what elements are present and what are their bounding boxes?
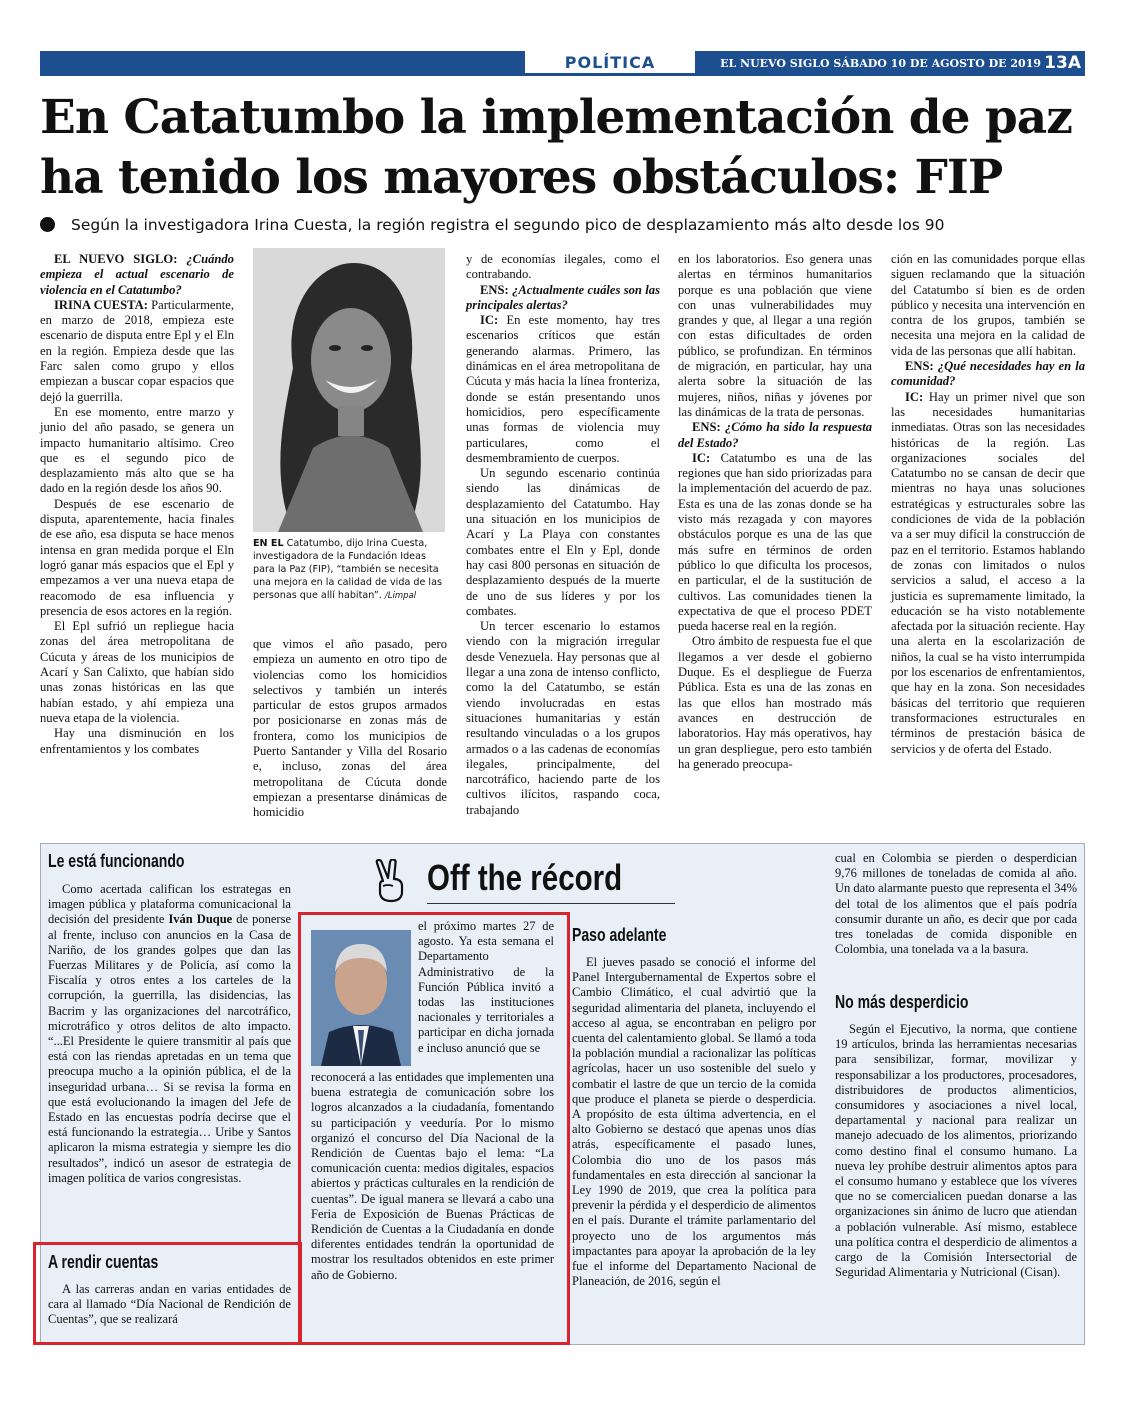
- otr-heading-le-esta-funcionando: Le está funcionando: [48, 851, 185, 871]
- headline: [40, 88, 1090, 208]
- paragraph: A las carreras andan en varias entidades de cara al llamado “Día Nacional de Rendición de Cuentas”, que se realizará: [48, 1282, 291, 1327]
- question: ENS: ¿Actualmente cuáles son las principales alertas?: [466, 282, 660, 312]
- answer: IRINA CUESTA: Particularmente, en marzo de 2018, empieza este escenario de disputa entre Epl y el Eln en la región. Empieza desde que las Farc salen como grupo y ellos empiezan a buscar copar espacios que dejó la guerrilla.: [40, 297, 234, 404]
- paper-date: EL NUEVO SIGLO SÁBADO 10 DE AGOSTO DE 2019: [720, 57, 1041, 70]
- paragraph: Hay una disminución en los enfrentamientos y los combates: [40, 726, 234, 756]
- article-column-3: [466, 252, 660, 818]
- subhead-text: Según la investigadora Irina Cuesta, la región registra el segundo pico de desplazamiento más alto desde los 90: [71, 216, 945, 234]
- paragraph: Como acertada califican los estrategas en imagen pública y plataforma comunicacional la decisión del presidente Iván Duque de ponerse al frente, incluso con anuncios en la Casa de Nariño, de los grandes golpes que dan las Fuerzas Militares y de Policía, así como la Fiscalía y otros entes a los carteles de la corrupción, la guerrilla, las disidencias, las Bacrim y las organizaciones del narcotráfico, microtráfico y otros delitos de alto impacto. “...El Presidente le quiere transmitir al país que está con las riendas apretadas en un tema que preocupa mucho a la opinión pública, el de la inseguridad urbana… Si se revisa la forma en que está evolucionando la imagen del Jefe de Estado en las encuestas podría decirse que el está funcionando la estrategia… Uribe y Santos aplicaron la misma estrategia y siempre les dio resultados”, indicó un asesor de estrategia de imagen política de varios congresistas.: [48, 882, 291, 1185]
- question: EL NUEVO SIGLO: ¿Cuándo empieza el actual escenario de violencia en el Catatumbo?: [40, 252, 234, 297]
- paragraph: ción en las comunidades porque ellas siguen reclamando que la situación del Catatumbo sí bien es de orden público y necesita una intervención en contra de los grupos, también se necesita una mejora en la calidad de vida de las personas que allí habitan.: [891, 252, 1085, 358]
- paragraph: El jueves pasado se conoció el informe del Panel Intergubernamental de Expertos sobre el Cambio Climático, el cual advirtió que la seguridad alimentaria del planeta, incluyendo el acceso al agua, se encontraban en peligro por cuenta del calentamiento global. Se llamó a toda la población mundial a racionalizar las políticas agrícolas, hacer un uso sostenible del suelo y combatir el lastre de que un tercio de la comida que produce el planeta se pierde o desperdicia. A propósito de esta última advertencia, en el alto Gobierno se destacó que apenas unos días atrás, específicamente el pasado lunes, Colombia dio uno de los pasos más fundamentales en esta dirección al sancionar la Ley 1990 de 2019, que crea la política para prevenir la pérdida y el desperdicio de alimentos en el país. Durante el trámite parlamentario del proyecto uno de los argumentos más impactantes para apoyar la aprobación de la ley fue el informe del Departamento Nacional de Planeación, de 2016, según el: [572, 955, 816, 1289]
- header-bar: [40, 51, 1085, 76]
- off-the-record-header: [365, 855, 675, 907]
- paragraph: Un tercer escenario lo estamos viendo con la migración irregular desde Venezuela. Hay personas que al llegar a una zona de intenso conflicto, como la del Catatumbo, se están viendo involucradas en estas situaciones humanitarias y están resultando vinculadas o a los grupos armados o a las cadenas de economías ilegales, principalmente, del narcotráfico, haciendo parte de los cultivos ilícitos, raspando coca, trabajando: [466, 619, 660, 817]
- rendir-text: el próximo martes 27 de agosto. Ya esta semana el Departamento Administrativo de la Función Pública invitó a todas las instituciones nacionales y territoriales a participar en dicha jornada e incluso anunció que se: [418, 919, 554, 1055]
- irina-cuesta-photo: [253, 248, 445, 532]
- otr-rendir-column-bottom: reconocerá a las entidades que implementen una buena estrategia de comunicación sobre los logros alcanzados a la ciudadanía, fomentando su participación y veeduría. Por lo mismo organizó el concurso del Día Nacional de la Rendición de Cuentas bajo el lema: “La comunicación cuenta: medios digitales, espacios abiertos y prácticas culturales en la rendición de cuentas”. De igual manera se llevará a cabo una Feria de Exposición de Buenas Prácticas de Rendición de Cuentas a la Ciudadanía en donde diferentes entidades tendrán la oportunidad de mostrar los resultados obtenidos en este primer año de Gobierno.: [311, 1070, 554, 1282]
- paragraph: Otro ámbito de respuesta fue el que llegamos a ver desde el gobierno Duque. Es el despliegue de Fuerza Pública. Esta es una de las zonas en las que ellos han mostrado más avances en destrucción de laboratorios. Hay más operativos, hay un gran despliegue, pero esto también ha generado preocupa-: [678, 634, 872, 771]
- headline-line2: ha tenido los mayores obstáculos: FIP: [40, 150, 1003, 205]
- paragraph: cual en Colombia se pierden o desperdician 9,76 millones de toneladas de comida al año. Un dato alarmante puesto que representa el 34% del total de los alimentos que el país podría consumir durante un año, es decir que por cada tres toneladas de comida disponible en Colombia, una tonelada va a la basura.: [835, 851, 1077, 957]
- section-label: POLÍTICA: [525, 51, 695, 76]
- paragraph: Según el Ejecutivo, la norma, que contiene 19 artículos, brinda las herramientas necesarias para sensibilizar, formar, movilizar y responsabilizar a los productores, procesadores, distribuidores de productos alimenticios, consumidores y asociaciones a nivel local, departamental y nacional para realizar un manejo adecuado de los alimentos, priorizando como destino final el consumo humano. La nueva ley prohíbe destruir alimentos aptos para el consumo humano y establece que los víveres que no se comercialicen puedan donarse a las organizaciones sin ánimo de lucro que atiendan a población vulnerable. Así mismo, establece una política contra el desperdicio de alimentos a cargo de la Comisión Intersectorial de Seguridad Alimentaria y Nutricional (Cisan).: [835, 1022, 1077, 1280]
- otr-column-1: [48, 882, 291, 1186]
- highlight-box-rendir-cuentas: [33, 1242, 302, 1345]
- headline-line1: En Catatumbo la implementación de paz: [40, 90, 1072, 145]
- title-underline: [427, 903, 675, 904]
- article-column-1: [40, 252, 234, 757]
- otr-column-4b: [835, 1022, 1077, 1280]
- photo-caption: EN EL Catatumbo, dijo Irina Cuesta, investigadora de la Fundación Ideas para la Paz (FIP), “también se necesita una mejora en la calidad de vida de las personas que allí habitan”. /Limpal: [253, 538, 442, 601]
- question: ENS: ¿Qué necesidades hay en la comunidad?: [891, 359, 1085, 389]
- answer: IC: Hay un primer nivel que son las necesidades humanitarias inmediatas. Otras son las necesidades históricas de la región. Las organizaciones sociales del Catatumbo no se cansan de decir que mientras no haya unas soluciones estratégicas y estructurales sobre las condiciones de vida de la población va a ser muy difícil la construcción de paz en el territorio. Estamos hablando de zonas con limitados o nulos servicios a salud, el acceso a la justicia es supremamente limitado, la educación se ha visto notablemente afectada por la situación reciente. Hay una alerta en la escolarización de niños, la cual se ha visto interrumpida por los escenarios de enfrentamientos, que hay en la zona. Son necesidades básicas del territorio que requieren transformaciones estructurales en términos de prestación básica de servicios y de oferta del Estado.: [891, 389, 1085, 756]
- bullet-icon: [40, 217, 55, 232]
- otr-column-4: [835, 851, 1077, 957]
- subheadline: [40, 214, 1090, 236]
- otr-heading-a-rendir-cuentas: A rendir cuentas: [48, 1252, 159, 1272]
- otr-heading-paso-adelante: Paso adelante: [572, 925, 667, 945]
- paragraph: Después de ese escenario de disputa, aparentemente, hacia finales de ese año, esa disputa se hace menos intensa en gran medida porque el Eln logró ganar más espacios que el Epl y empezamos a ver una nueva etapa de reacomodo de esa influencia y presencia de esos actores en la región.: [40, 496, 234, 618]
- portrait-illustration: [253, 248, 445, 532]
- paragraph: En ese momento, entre marzo y junio del año pasado, se genera un impacto humanitario altísimo. Creo que es el segundo pico de desplazamiento más alto que se ha dado en la región desde los años 90.: [40, 404, 234, 496]
- paragraph: en los laboratorios. Eso genera unas alertas en términos humanitarios porque es una población que viene con unas vulnerabilidades muy grandes y que, al llegar a una región con estas dificultades de orden público, se profundizan. En términos de migración, en particular, hay una alerta sobre la situación de las mujeres, niños, niñas y jóvenes por las dinámicas de la trata de personas.: [678, 252, 872, 419]
- otr-column-3: [572, 955, 816, 1289]
- paragraph: Un segundo escenario continúa siendo las dinámicas de desplazamiento del Catatumbo. Hay una situación en los municipios de Acarí y La Playa con constantes combates entre el Eln y Epl, donde hay casi 800 personas en situación de desplazamiento después de la muerte de uno de sus líderes y por los combates.: [466, 466, 660, 618]
- paragraph: El Epl sufrió un repliegue hacia zonas del área metropolitana de Cúcuta y áreas de los municipios de Acarí y San Calixto, que habían sido unas zonas históricas en las que habían estado, y ahí empieza una nueva etapa de la violencia.: [40, 619, 234, 725]
- victory-hand-icon: [371, 859, 411, 903]
- off-the-record-title: Off the récord: [427, 857, 623, 898]
- article-column-5: [891, 252, 1085, 757]
- article-column-4: [678, 252, 872, 772]
- page-number: 13A: [1044, 53, 1081, 73]
- article-column-2: [253, 637, 447, 821]
- paragraph: que vimos el año pasado, pero empieza un aumento en otro tipo de violencias como los homicidios selectivos y también un interés particular de estos grupos armados por posicionarse en zonas más de frontera, como los municipios de Puerto Santander y Villa del Rosario e, incluso, zonas del área metropolitana de Cúcuta donde empiezan a presentarse dinámicas de homicidio: [253, 637, 447, 820]
- answer: IC: En este momento, hay tres escenarios críticos que están generando alarmas. Primero, las dinámicas en el área metropolitana de Cúcuta y más hacia la línea fronteriza, donde se están presentando unos homicidios, pero específicamente unas formas de violencia muy particulares, como el desmembramiento de cuerpos.: [466, 313, 660, 465]
- answer: IC: Catatumbo es una de las regiones que han sido priorizadas para la implementación del acuerdo de paz. Esta es una de las zonas donde se ha visto más rezagada y con mayores obstáculos porque es una de las que más sufre en términos de orden público lo que dificulta los procesos, en particular, el de la sustitución de cultivos. Las comunidades tienen la expectativa de que el proceso PDET pueda hacerse real en la región.: [678, 450, 872, 634]
- paragraph: y de economías ilegales, como el contrabando.: [466, 252, 660, 282]
- otr-heading-no-mas-desperdicio: No más desperdicio: [835, 992, 969, 1012]
- question: ENS: ¿Cómo ha sido la respuesta del Estado?: [678, 420, 872, 450]
